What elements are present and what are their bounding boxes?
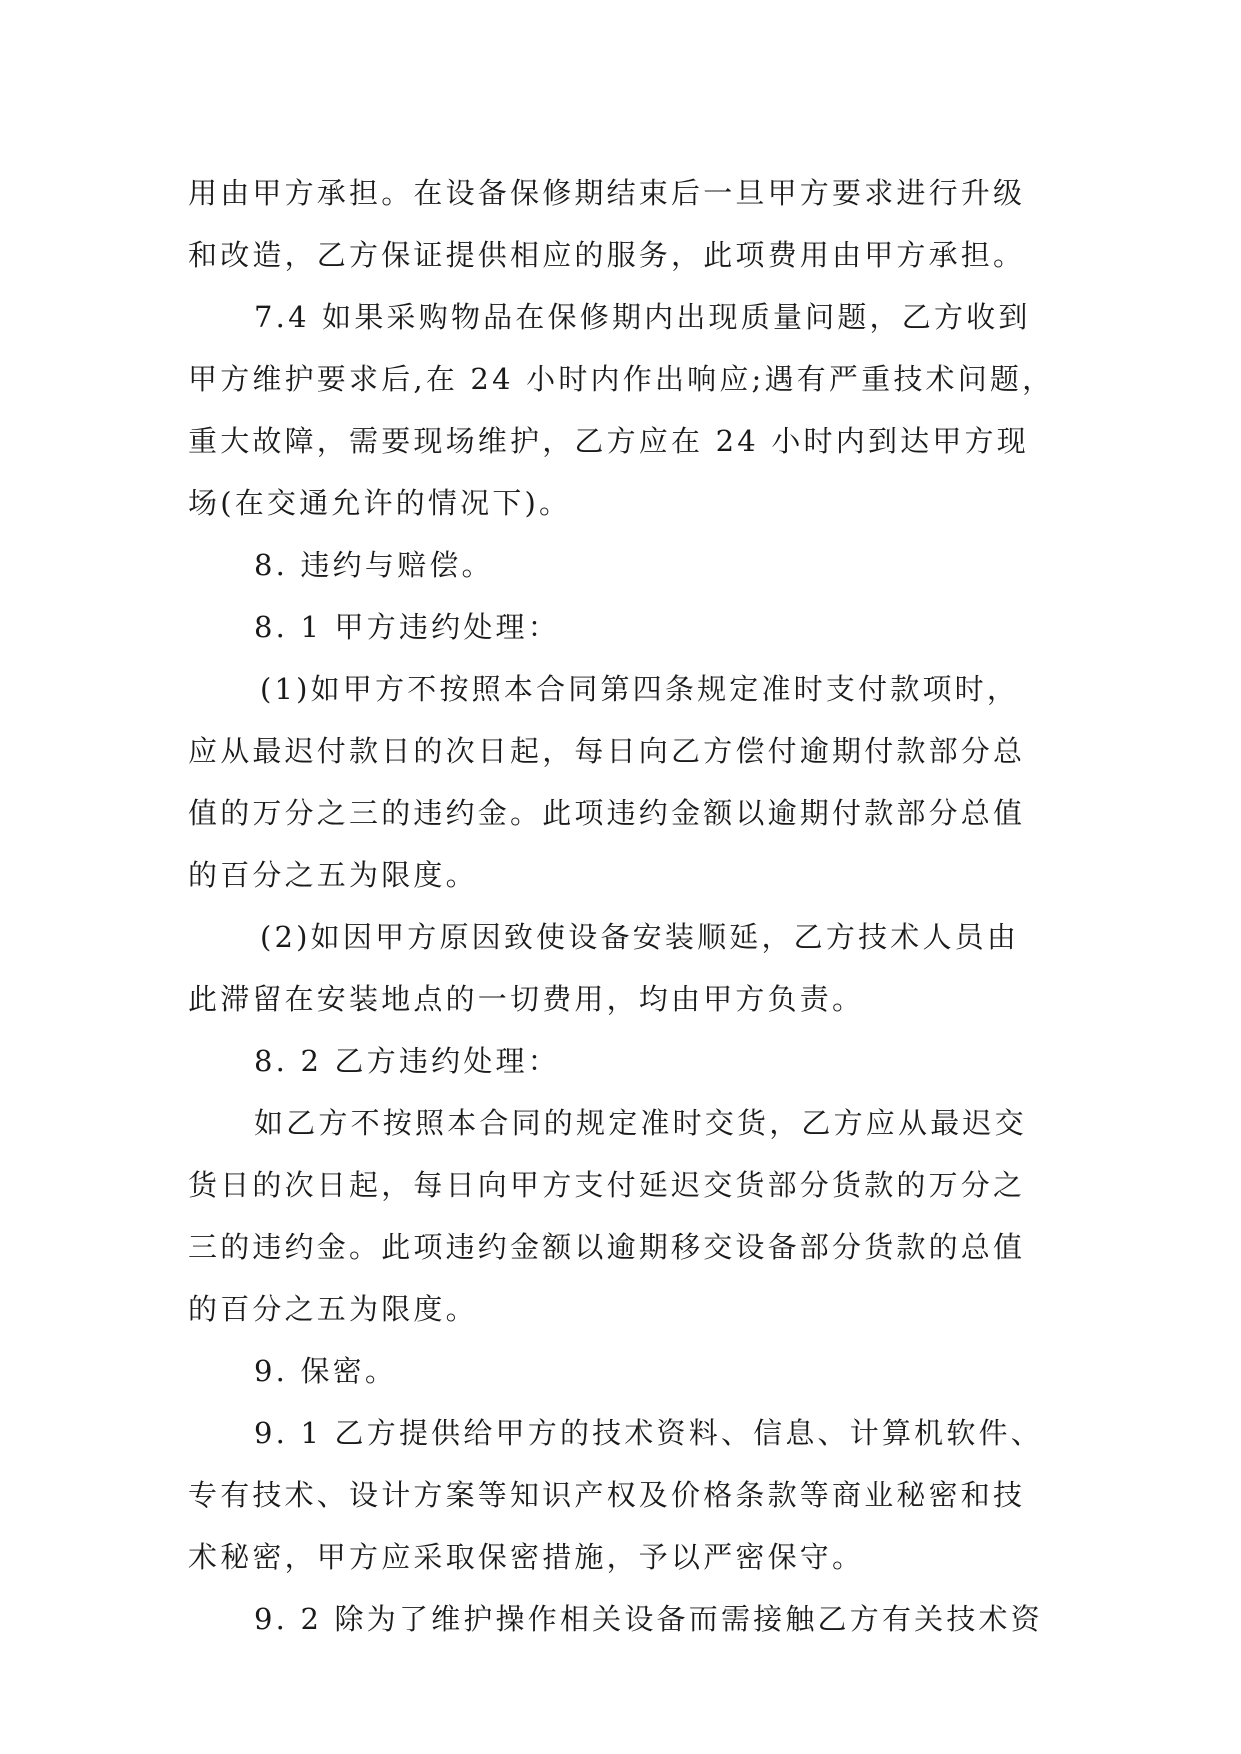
text-line: 场(在交通允许的情况下)。 (188, 486, 572, 520)
section-8-heading: 8. 违约与赔偿。 (254, 548, 494, 582)
section-9-heading: 9. 保密。 (254, 1354, 398, 1388)
item-1: (1)如甲方不按照本合同第四条规定准时支付款项时， (260, 672, 1020, 706)
clause-8-2: 8. 2 乙方违约处理： (254, 1044, 560, 1078)
text-line: 甲方维护要求后,在 24 小时内作出响应;遇有严重技术问题， (188, 362, 1055, 396)
text-line: 重大故障，需要现场维护，乙方应在 24 小时内到达甲方现 (188, 424, 1029, 458)
clause-7-4: 7.4 如果采购物品在保修期内出现质量问题，乙方收到 (254, 300, 1031, 334)
text-line: 用由甲方承担。在设备保修期结束后一旦甲方要求进行升级 (188, 176, 1026, 210)
text-line: 和改造，乙方保证提供相应的服务，此项费用由甲方承担。 (188, 238, 1026, 272)
clause-9-2: 9. 2 除为了维护操作相关设备而需接触乙方有关技术资 (254, 1602, 1043, 1636)
text-line: 货日的次日起，每日向甲方支付延迟交货部分货款的万分之 (188, 1168, 1026, 1202)
text-line: 三的违约金。此项违约金额以逾期移交设备部分货款的总值 (188, 1230, 1026, 1264)
text-line: 术秘密，甲方应采取保密措施，予以严密保守。 (188, 1540, 865, 1574)
clause-9-1: 9. 1 乙方提供给甲方的技术资料、信息、计算机软件、 (254, 1416, 1043, 1450)
text-line: 的百分之五为限度。 (188, 1292, 478, 1326)
text-line: 应从最迟付款日的次日起，每日向乙方偿付逾期付款部分总 (188, 734, 1026, 768)
text-line: 值的万分之三的违约金。此项违约金额以逾期付款部分总值 (188, 796, 1026, 830)
text-line: 专有技术、设计方案等知识产权及价格条款等商业秘密和技 (188, 1478, 1026, 1512)
text-line: 此滞留在安装地点的一切费用，均由甲方负责。 (188, 982, 865, 1016)
text-line: 的百分之五为限度。 (188, 858, 478, 892)
clause-8-1: 8. 1 甲方违约处理： (254, 610, 560, 644)
document-page (188, 162, 1068, 1650)
text-line: 如乙方不按照本合同的规定准时交货，乙方应从最迟交 (254, 1106, 1027, 1140)
item-2: (2)如因甲方原因致使设备安装顺延，乙方技术人员由 (260, 920, 1020, 954)
